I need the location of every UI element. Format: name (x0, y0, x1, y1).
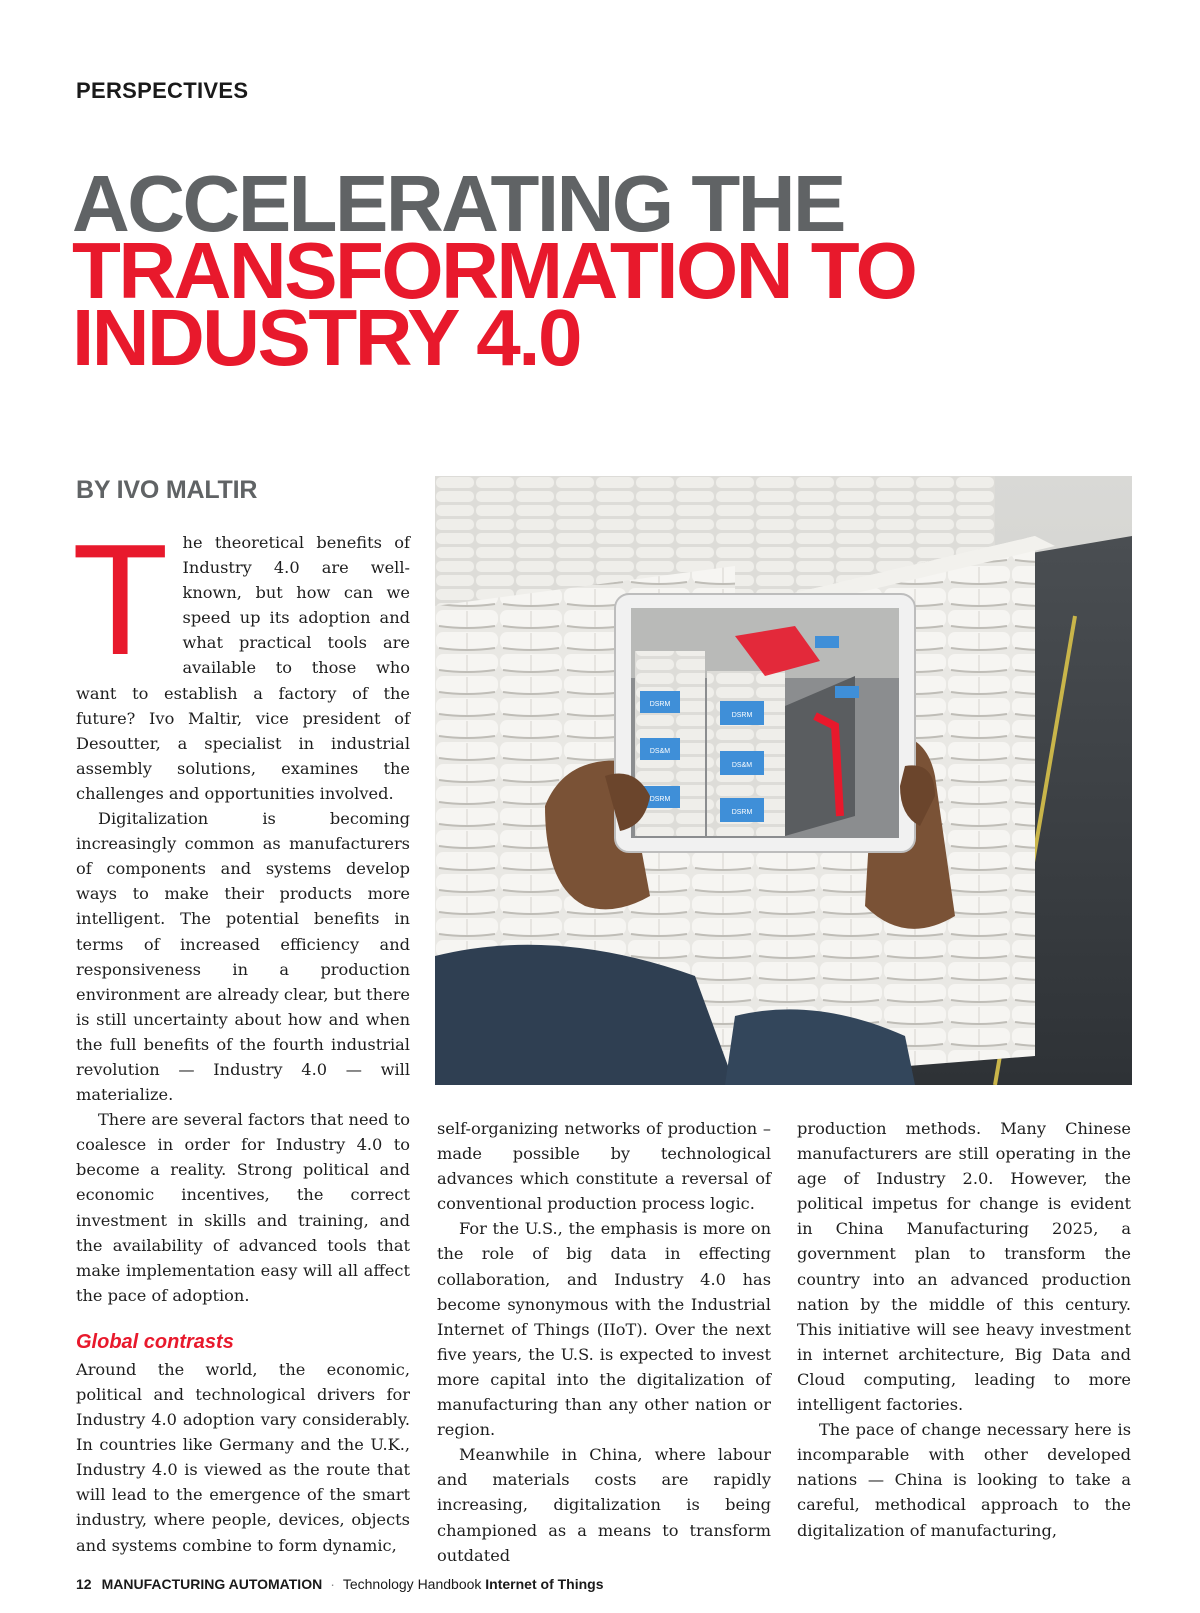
footer-section: Technology Handbook (342, 1576, 482, 1592)
ar-tag-4: DSRM (731, 712, 753, 719)
page-footer (76, 1576, 604, 1592)
drop-cap: T (72, 512, 169, 688)
section-label: PERSPECTIVES (76, 78, 249, 103)
article-column-3 (797, 1116, 1131, 1543)
warehouse-ar-photo (435, 476, 1132, 1085)
headline-line-2: TRANSFORMATION TO (72, 226, 916, 315)
headline (72, 159, 1152, 382)
body-paragraph: production methods. Many Chinese manufacturers are still operating in the age of Industry 2.0. However, the political impetus for change is evident in China Manufacturing 2025, a government plan to transform the country into an advanced production nation by the middle of this century. This initiative will see heavy investment in internet architecture, Big Data and Cloud computing, leading to more intelligent factories. (797, 1119, 1131, 1415)
page-number: 12 (76, 1576, 92, 1592)
ar-tag-3: DSRM (649, 796, 671, 803)
article-column-2 (437, 1116, 771, 1568)
body-paragraph: There are several factors that need to coalesce in order for Industry 4.0 to become a reality. Strong political and economic incentives, the correct investment in skills and training, and the availability of advanced tools that make implementation easy will all affect the pace of adoption. (76, 1110, 410, 1305)
warehouse-ar-illustration (435, 476, 1132, 1085)
ar-tag-6: DSRM (731, 809, 753, 816)
ar-tag-5: DS&M (731, 762, 753, 769)
intro-text: he theoretical benefits of Industry 4.0 are well-known, but how can we speed up its adoption and what practical tools are available to those who want to establish a factory of the future? Ivo Maltir, vice president of Desoutter, a specialist in industrial assembly solutions, examines the challenges and opportunities involved. (76, 533, 410, 803)
body-paragraph: Around the world, the economic, political and technological drivers for Industry 4.0 adoption vary considerably. In countries like Germany and the U.K., Industry 4.0 is viewed as the route that will lead to the emergence of the smart industry, where people, devices, objects and systems combine to form dynamic, (76, 1359, 410, 1555)
body-paragraph: Meanwhile in China, where labour and materials costs are rapidly increasing, digitalization is being championed as a means to transform outdated (437, 1445, 771, 1565)
body-paragraph: self-organizing networks of production – made possible by technological advances which constitute a reversal of conventional production process logic. (437, 1119, 771, 1214)
subheading: Global contrasts (76, 1330, 234, 1353)
ar-tag-1: DSRM (649, 701, 671, 708)
headline-line-1: ACCELERATING THE (72, 159, 844, 248)
body-paragraph: The pace of change necessary here is incomparable with other developed nations — China is looking to take a careful, methodical approach to the digitalization of manufacturing, (797, 1420, 1131, 1540)
ar-tag-2: DS&M (649, 748, 671, 755)
footer-separator: · (330, 1576, 335, 1592)
body-paragraph: For the U.S., the emphasis is more on the role of big data in effecting collaboration, and Industry 4.0 has become synonymous with the Industrial Internet of Things (IIoT). Over the next five years, the U.S. is expected to invest more capital into the digitalization of manufacturing than any other nation or region. (437, 1219, 771, 1440)
byline: BY IVO MALTIR (76, 476, 258, 504)
body-paragraph: Digitalization is becoming increasingly common as manufacturers of components and systems develop ways to make their products more intelligent. The potential benefits in terms of increased efficiency and responsiveness in a production environment are already clear, but there is still uncertainty about how and when the full benefits of the fourth industrial revolution — Industry 4.0 — will materialize. (76, 809, 410, 1105)
footer-category: Internet of Things (485, 1576, 604, 1592)
headline-line-3: INDUSTRY 4.0 (72, 293, 580, 382)
magazine-name: MANUFACTURING AUTOMATION (101, 1576, 323, 1592)
intro-paragraph (72, 512, 410, 806)
article-column-1 (72, 512, 410, 1558)
